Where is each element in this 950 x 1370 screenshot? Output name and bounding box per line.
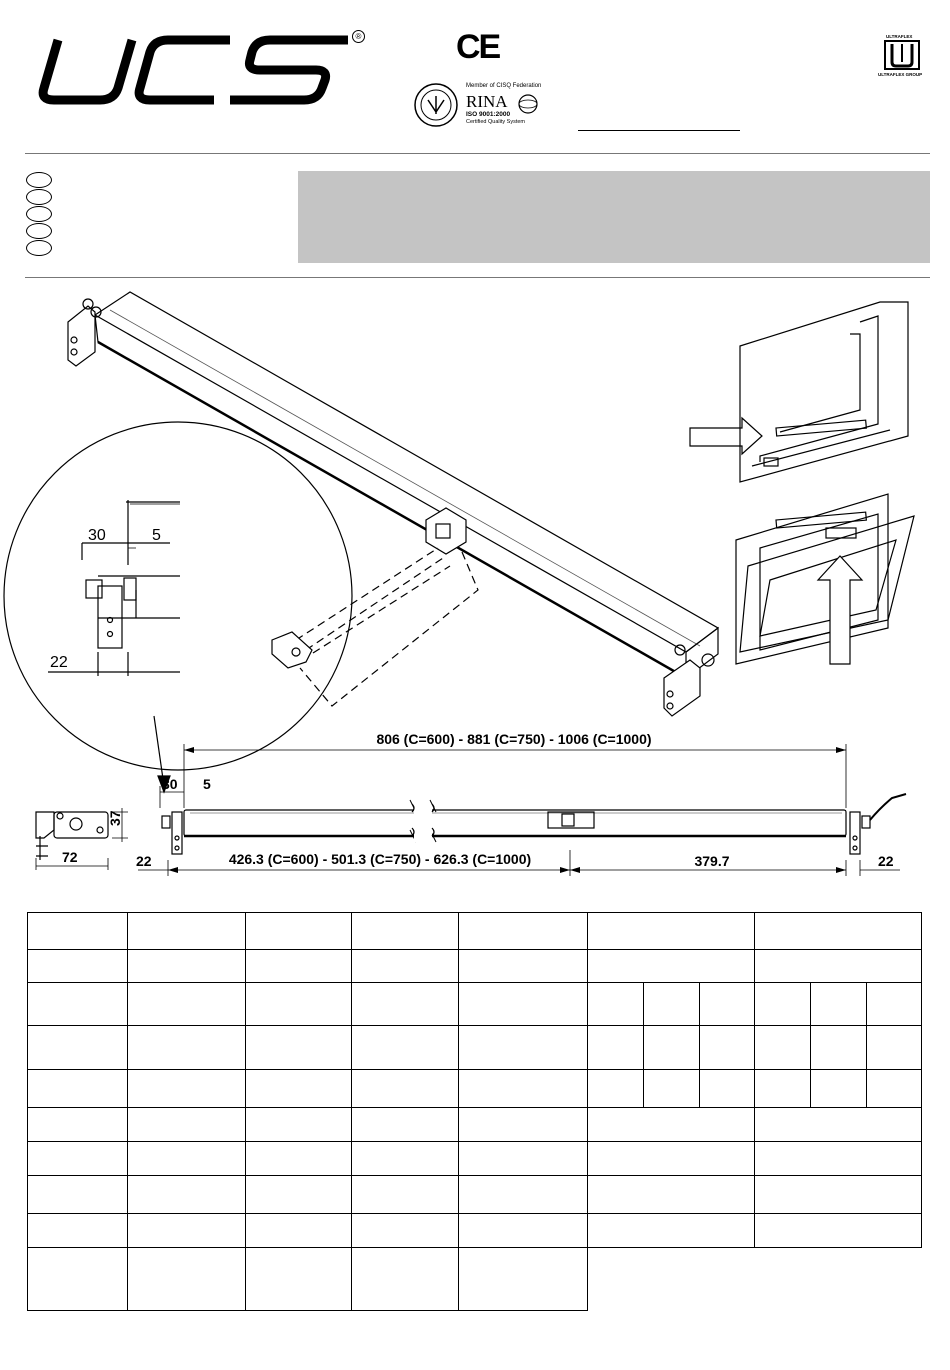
dim-right-end: 22: [878, 853, 894, 869]
table-cell: [246, 1214, 352, 1248]
table-cell: [459, 1176, 588, 1214]
group-logo-bottom: ULTRAFLEX GROUP: [878, 72, 923, 77]
table-cell: [128, 1108, 246, 1142]
table-cell: [246, 1176, 352, 1214]
group-logo-top: ULTRAFLEX: [886, 34, 913, 39]
chain-extension: [296, 548, 478, 706]
table-cell: [246, 950, 352, 983]
table-cell: [246, 1108, 352, 1142]
table-cell: [352, 1108, 459, 1142]
table-cell: [28, 1248, 128, 1311]
dim-left-offset: 30: [162, 776, 178, 792]
table-cell: [246, 1248, 352, 1311]
table-cell: [459, 1026, 588, 1070]
table-cell: [644, 1026, 700, 1070]
table-cell: [588, 1142, 755, 1176]
table-cell: [867, 1026, 922, 1070]
table-cell: [867, 983, 922, 1026]
right-bracket: [664, 645, 714, 716]
table-cell-empty: [588, 1248, 922, 1311]
dim-gap: 5: [203, 776, 211, 792]
table-cell: [700, 983, 755, 1026]
table-cell: [28, 950, 128, 983]
table-cell: [28, 1176, 128, 1214]
dim-right-section: 379.7: [694, 853, 730, 869]
table-cell: [588, 983, 644, 1026]
table-cell: [644, 1070, 700, 1108]
table-cell: [246, 1142, 352, 1176]
rina-standard: ISO 9001:2000: [466, 111, 511, 118]
table-cell: [588, 1176, 755, 1214]
table-cell: [28, 1026, 128, 1070]
table-cell: [811, 1026, 867, 1070]
table-cell: [352, 1070, 459, 1108]
table-cell: [755, 913, 922, 950]
dim-bracket-width: 72: [62, 849, 78, 865]
table-cell: [755, 1142, 922, 1176]
table-cell: [755, 1176, 922, 1214]
table-cell: [352, 950, 459, 983]
table-cell: [459, 1142, 588, 1176]
table-cell: [128, 1176, 246, 1214]
left-bracket: [68, 299, 101, 366]
table-cell: [352, 1142, 459, 1176]
dim-bracket-height: 37: [107, 810, 123, 826]
table-cell: [588, 1214, 755, 1248]
table-cell: [28, 913, 128, 950]
table-cell: [352, 1248, 459, 1311]
table-cell: [459, 1108, 588, 1142]
table-cell: [588, 913, 755, 950]
table-cell: [459, 1070, 588, 1108]
table-cell: [246, 913, 352, 950]
table-cell: [128, 913, 246, 950]
dim-stroke-section: 426.3 (C=600) - 501.3 (C=750) - 626.3 (C=1000): [228, 851, 532, 867]
ce-mark: CE: [456, 28, 500, 66]
table-cell: [459, 913, 588, 950]
table-cell: [459, 950, 588, 983]
arrow-up-icon: [818, 556, 862, 664]
table-cell: [811, 1070, 867, 1108]
table-cell: [246, 983, 352, 1026]
side-view: [162, 794, 906, 854]
table-cell: [128, 1142, 246, 1176]
table-cell: [700, 1026, 755, 1070]
actuator-body: [95, 292, 718, 678]
detail-dim-5: 5: [152, 527, 161, 544]
table-cell: [588, 1070, 644, 1108]
dim-left-end: 22: [136, 853, 152, 869]
table-cell: [644, 983, 700, 1026]
rina-name: RINA: [466, 92, 508, 111]
table-cell: [755, 1108, 922, 1142]
table-cell: [352, 983, 459, 1026]
window-illustration-top: [740, 302, 908, 482]
table-cell: [755, 983, 811, 1026]
table-cell: [588, 950, 755, 983]
rina-member-text: Member of CISQ Federation: [466, 83, 542, 89]
table-cell: [588, 1108, 755, 1142]
table-cell: [755, 950, 922, 983]
table-cell: [811, 983, 867, 1026]
table-cell: [28, 1214, 128, 1248]
registered-mark: ®: [352, 30, 365, 43]
detail-circle: [4, 422, 352, 770]
detail-dim-30: 30: [88, 527, 106, 544]
table-cell: [755, 1026, 811, 1070]
table-cell: [128, 950, 246, 983]
table-cell: [588, 1026, 644, 1070]
table-cell: [459, 983, 588, 1026]
table-cell: [352, 1214, 459, 1248]
table-cell: [755, 1070, 811, 1108]
spec-table: [27, 912, 922, 1311]
table-cell: [459, 1214, 588, 1248]
table-cell: [352, 1026, 459, 1070]
table-cell: [352, 1176, 459, 1214]
table-cell: [28, 1070, 128, 1108]
table-cell: [128, 1248, 246, 1311]
table-cell: [246, 1026, 352, 1070]
table-cell: [28, 983, 128, 1026]
table-cell: [755, 1214, 922, 1248]
table-cell: [700, 1070, 755, 1108]
table-cell: [128, 1070, 246, 1108]
table-cell: [128, 1214, 246, 1248]
table-cell: [246, 1070, 352, 1108]
chain-end-fitting: [272, 632, 312, 668]
detail-dim-22: 22: [50, 654, 68, 671]
table-cell: [867, 1070, 922, 1108]
table-cell: [128, 1026, 246, 1070]
table-cell: [352, 913, 459, 950]
table-cell: [459, 1248, 588, 1311]
table-cell: [28, 1142, 128, 1176]
table-cell: [28, 1108, 128, 1142]
dim-total-length: 806 (C=600) - 881 (C=750) - 1006 (C=1000): [376, 731, 652, 747]
table-cell: [128, 983, 246, 1026]
rina-caption: Certified Quality System: [466, 119, 525, 125]
arrow-right-icon: [690, 418, 762, 454]
